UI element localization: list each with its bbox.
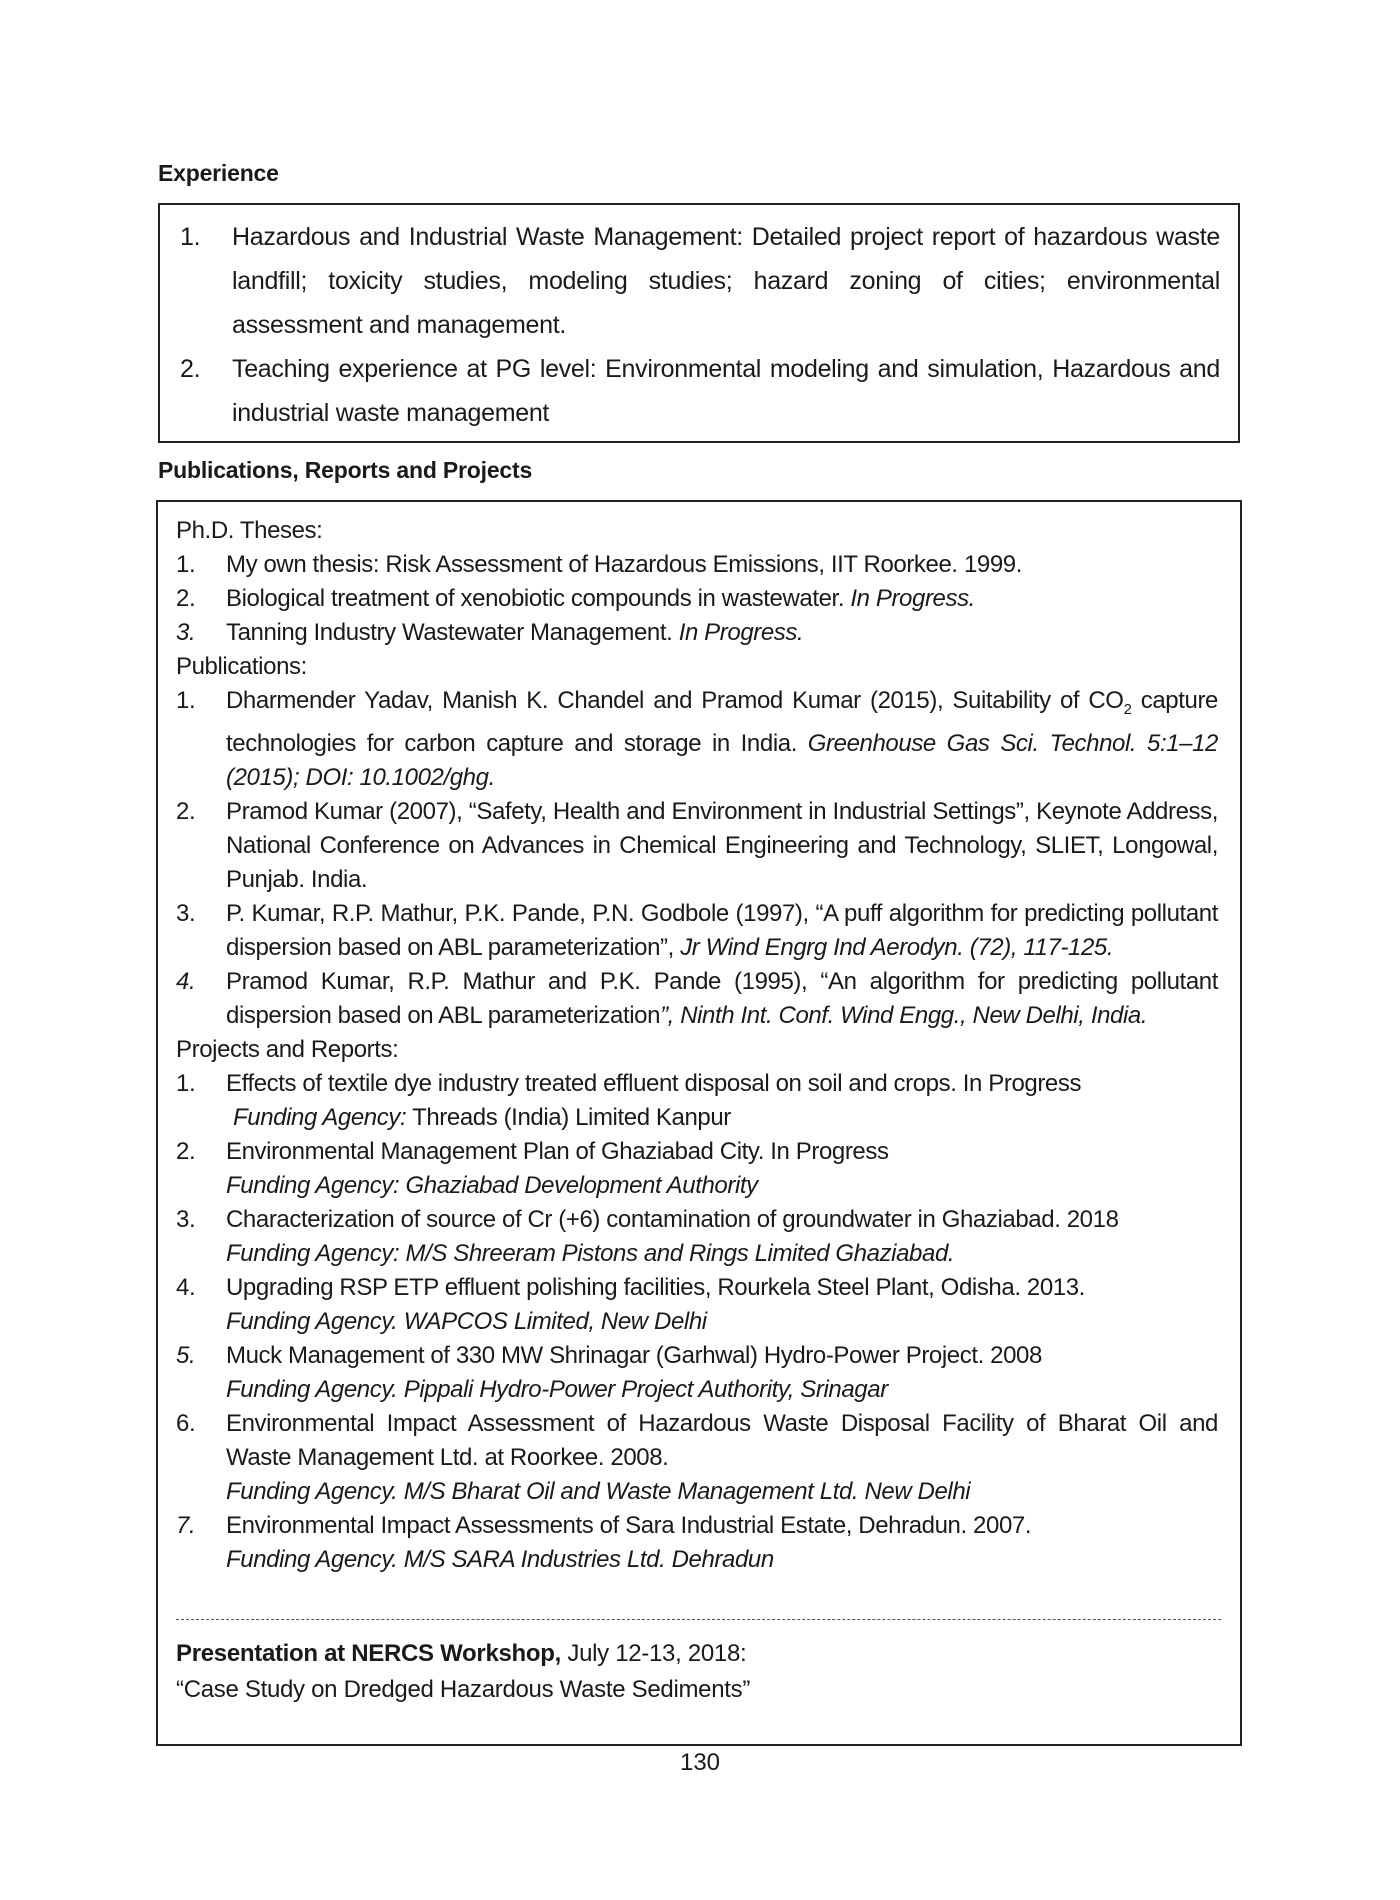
funding-agency: Threads (India) Limited Kanpur bbox=[406, 1103, 731, 1131]
thesis-item bbox=[176, 582, 1218, 616]
project-item bbox=[176, 1067, 1218, 1101]
item-text: Muck Management of 330 MW Shrinagar (Garhwal) Hydro-Power Project. 2008 bbox=[226, 1341, 1042, 1369]
experience-box bbox=[158, 203, 1240, 443]
item-text: P. Kumar, R.P. Mathur, P.K. Pande, P.N. Godbole (1997), “A puff algorithm for predicting pollutant dispersion based on ABL parameterization”, bbox=[226, 899, 1218, 961]
presentation-line bbox=[176, 1636, 1218, 1672]
funding-line: Funding Agency. Pippali Hydro-Power Project Authority, Srinagar bbox=[226, 1375, 888, 1403]
item-text: Pramod Kumar (2007), “Safety, Health and Environment in Industrial Settings”, Keynote Address, National Conference on Advances in Chemical Engineering and Technology, SLIET, Longowal, Punjab. India. bbox=[226, 797, 1218, 893]
publications-heading: Publications, Reports and Projects bbox=[158, 457, 533, 483]
experience-heading: Experience bbox=[158, 160, 279, 186]
funding-line: Funding Agency. WAPCOS Limited, New Delhi bbox=[226, 1307, 707, 1335]
item-text: Characterization of source of Cr (+6) contamination of groundwater in Ghaziabad. 2018 bbox=[226, 1205, 1119, 1233]
project-item bbox=[176, 1339, 1218, 1373]
item-status: In Progress. bbox=[850, 585, 975, 612]
project-item bbox=[176, 1135, 1218, 1169]
presentation-label: Presentation at NERCS Workshop, bbox=[176, 1639, 561, 1667]
item-number: 2. bbox=[180, 355, 201, 383]
publication-item bbox=[176, 684, 1218, 795]
item-text: My own thesis: Risk Assessment of Hazardous Emissions, IIT Roorkee. 1999. bbox=[226, 551, 1023, 578]
item-status: In Progress. bbox=[678, 619, 804, 646]
funding-line: Funding Agency. M/S SARA Industries Ltd. Dehradun bbox=[226, 1545, 774, 1573]
item-number: 5. bbox=[176, 1341, 196, 1369]
thesis-item bbox=[176, 548, 1218, 582]
item-text: Hazardous and Industrial Waste Management: Detailed project report of hazardous waste landfill; toxicity studies, modeling studies; hazard zoning of cities; environmental assessment and management. bbox=[232, 223, 1220, 339]
item-number: 3. bbox=[176, 1205, 196, 1233]
projects-label: Projects and Reports: bbox=[176, 1035, 399, 1063]
project-item bbox=[176, 1271, 1218, 1305]
item-journal: Greenhouse Gas Sci. Technol. 5:1–12 (2015); DOI: 10.1002/ghg. bbox=[226, 729, 1218, 791]
item-number: 2. bbox=[176, 1137, 196, 1165]
publications-label: Publications: bbox=[176, 653, 307, 680]
project-item bbox=[176, 1509, 1218, 1543]
item-text: Teaching experience at PG level: Environmental modeling and simulation, Hazardous and industrial waste management bbox=[232, 355, 1220, 427]
item-number: 1. bbox=[180, 223, 201, 251]
funding-line: Funding Agency: M/S Shreeram Pistons and Rings Limited Ghaziabad. bbox=[226, 1239, 955, 1267]
publication-item bbox=[176, 965, 1218, 1033]
item-text: Environmental Impact Assessments of Sara Industrial Estate, Dehradun. 2007. bbox=[226, 1511, 1032, 1539]
project-item bbox=[176, 1203, 1218, 1237]
presentation-date: July 12-13, 2018: bbox=[561, 1639, 747, 1667]
item-number: 2. bbox=[176, 585, 196, 612]
publication-item bbox=[176, 795, 1218, 897]
subscript: 2 bbox=[1123, 700, 1132, 718]
item-number: 6. bbox=[176, 1409, 196, 1437]
item-text: Pramod Kumar, R.P. Mathur and P.K. Pande (1995), “An algorithm for predicting pollutant dispersion based on ABL parameterization bbox=[226, 967, 1218, 1029]
funding-line: Funding Agency: Ghaziabad Development Authority bbox=[226, 1171, 758, 1199]
page-number: 130 bbox=[679, 1749, 721, 1776]
item-text: Environmental Management Plan of Ghaziabad City. In Progress bbox=[226, 1137, 889, 1165]
item-number: 1. bbox=[176, 687, 196, 714]
thesis-item bbox=[176, 616, 1218, 650]
item-number: 3. bbox=[176, 619, 196, 646]
publications-box bbox=[156, 500, 1242, 1746]
experience-list bbox=[180, 215, 1220, 435]
item-text: Effects of textile dye industry treated effluent disposal on soil and crops. In Progress bbox=[226, 1069, 1082, 1097]
item-number: 1. bbox=[176, 1069, 196, 1097]
funding-line: Funding Agency. M/S Bharat Oil and Waste Management Ltd. New Delhi bbox=[226, 1477, 971, 1505]
item-number: 4. bbox=[176, 967, 196, 995]
publication-item bbox=[176, 897, 1218, 965]
item-text: Environmental Impact Assessment of Hazardous Waste Disposal Facility of Bharat Oil and Waste Management Ltd. at Roorkee. 2008. bbox=[226, 1409, 1218, 1471]
funding-label: Funding Agency: bbox=[233, 1103, 407, 1131]
item-number: 2. bbox=[176, 797, 196, 825]
item-text: Biological treatment of xenobiotic compounds in wastewater. bbox=[226, 585, 851, 612]
section-divider bbox=[176, 1619, 1221, 1620]
experience-item bbox=[180, 347, 1220, 435]
item-text: Tanning Industry Wastewater Management. bbox=[226, 619, 679, 646]
presentation-title: “Case Study on Dredged Hazardous Waste Sediments” bbox=[176, 1675, 751, 1703]
item-number: 4. bbox=[176, 1273, 196, 1301]
item-journal: Jr Wind Engrg Ind Aerodyn. (72), 117-125. bbox=[680, 933, 1114, 961]
item-text: Upgrading RSP ETP effluent polishing facilities, Rourkela Steel Plant, Odisha. 2013. bbox=[226, 1273, 1085, 1301]
item-number: 3. bbox=[176, 899, 196, 927]
item-text: Dharmender Yadav, Manish K. Chandel and Pramod Kumar (2015), Suitability of CO bbox=[226, 687, 1124, 714]
item-journal: ”, Ninth Int. Conf. Wind Engg., New Delhi, India. bbox=[660, 1001, 1148, 1029]
item-number: 7. bbox=[176, 1511, 196, 1539]
item-text-cont: capture technologies for carbon capture and storage in India. bbox=[226, 687, 1218, 757]
funding-line bbox=[226, 1101, 1218, 1135]
theses-label: Ph.D. Theses: bbox=[176, 517, 323, 544]
experience-item bbox=[180, 215, 1220, 347]
item-number: 1. bbox=[176, 551, 196, 578]
project-item bbox=[176, 1407, 1218, 1475]
